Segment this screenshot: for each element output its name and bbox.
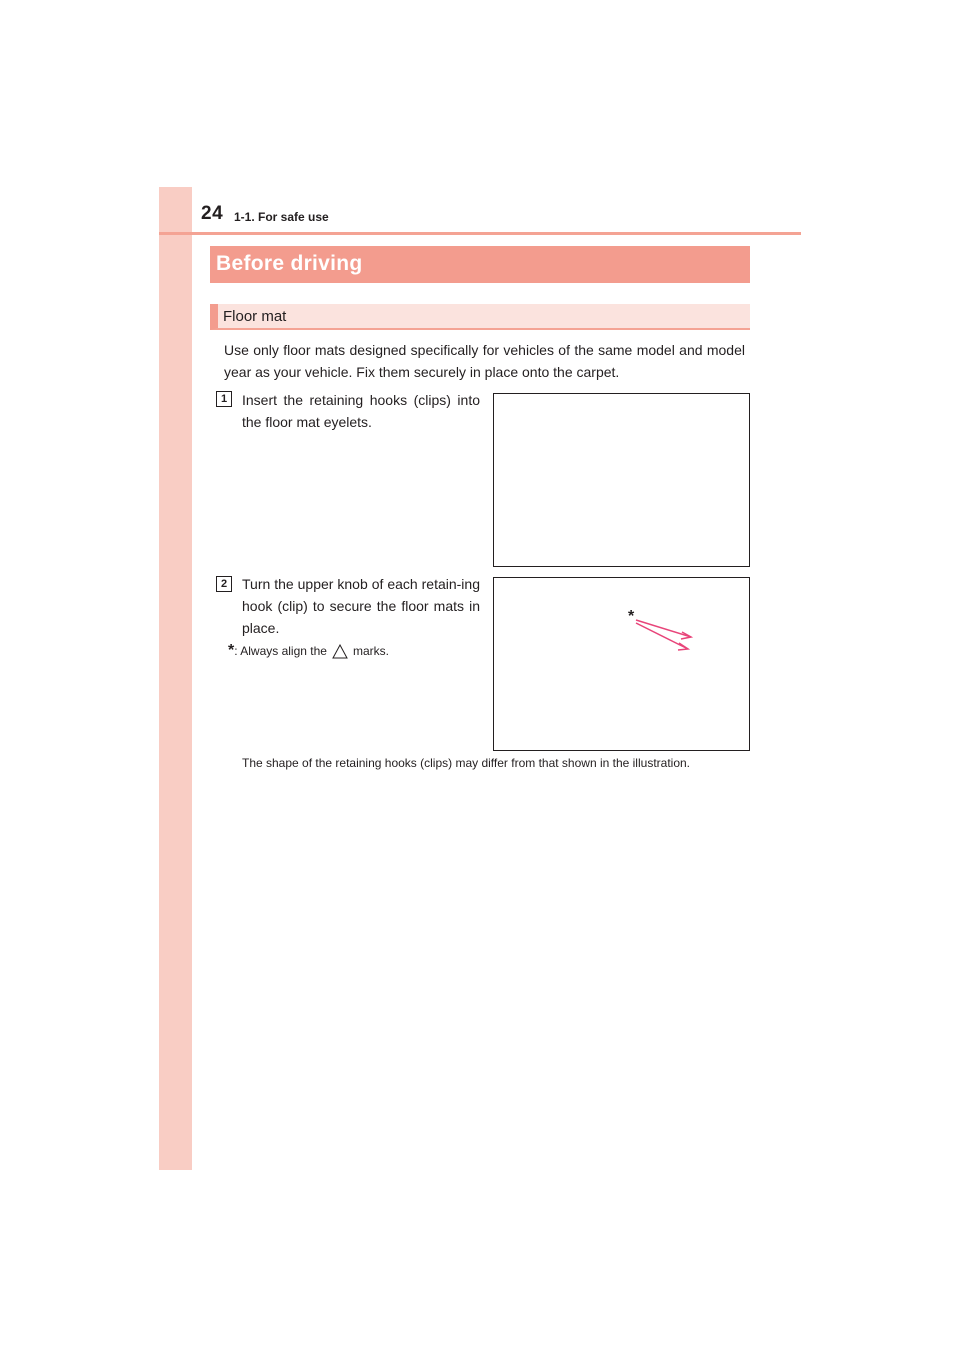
- page-number: 24: [201, 203, 224, 224]
- header-rule: [159, 232, 801, 235]
- step-1-illustration: [493, 393, 750, 567]
- section-path: 1-1. For safe use: [234, 210, 329, 224]
- section-title: Before driving: [216, 252, 363, 275]
- footnote-marker: *: [228, 642, 235, 659]
- step-2-illustration: [493, 577, 750, 751]
- side-color-band: [159, 187, 192, 1170]
- footnote-prefix: : Always align the: [234, 644, 327, 658]
- section-title-bar: [210, 246, 750, 283]
- callout-marker: *: [628, 608, 635, 625]
- subsection-title-bar: [210, 304, 750, 330]
- footnote-suffix: marks.: [352, 644, 389, 658]
- step-1-number: 1: [216, 391, 232, 407]
- step-2-text: Turn the upper knob of each retain-ing hook (clip) to secure the floor mats in place.: [242, 576, 480, 636]
- callout-arrows: [494, 578, 751, 752]
- subsection-title: Floor mat: [223, 308, 287, 325]
- triangle-mark-icon: [332, 644, 348, 659]
- intro-paragraph: Use only floor mats designed specifically for vehicles of the same model and model year as your vehicle. Fix them securely in place onto the carpet.: [224, 342, 745, 380]
- illustration-note: The shape of the retaining hooks (clips) may differ from that shown in the illustration.: [242, 756, 691, 770]
- step-1-text: Insert the retaining hooks (clips) into the floor mat eyelets.: [242, 392, 480, 430]
- footnote: [228, 642, 389, 660]
- step-2-number: 2: [216, 576, 232, 592]
